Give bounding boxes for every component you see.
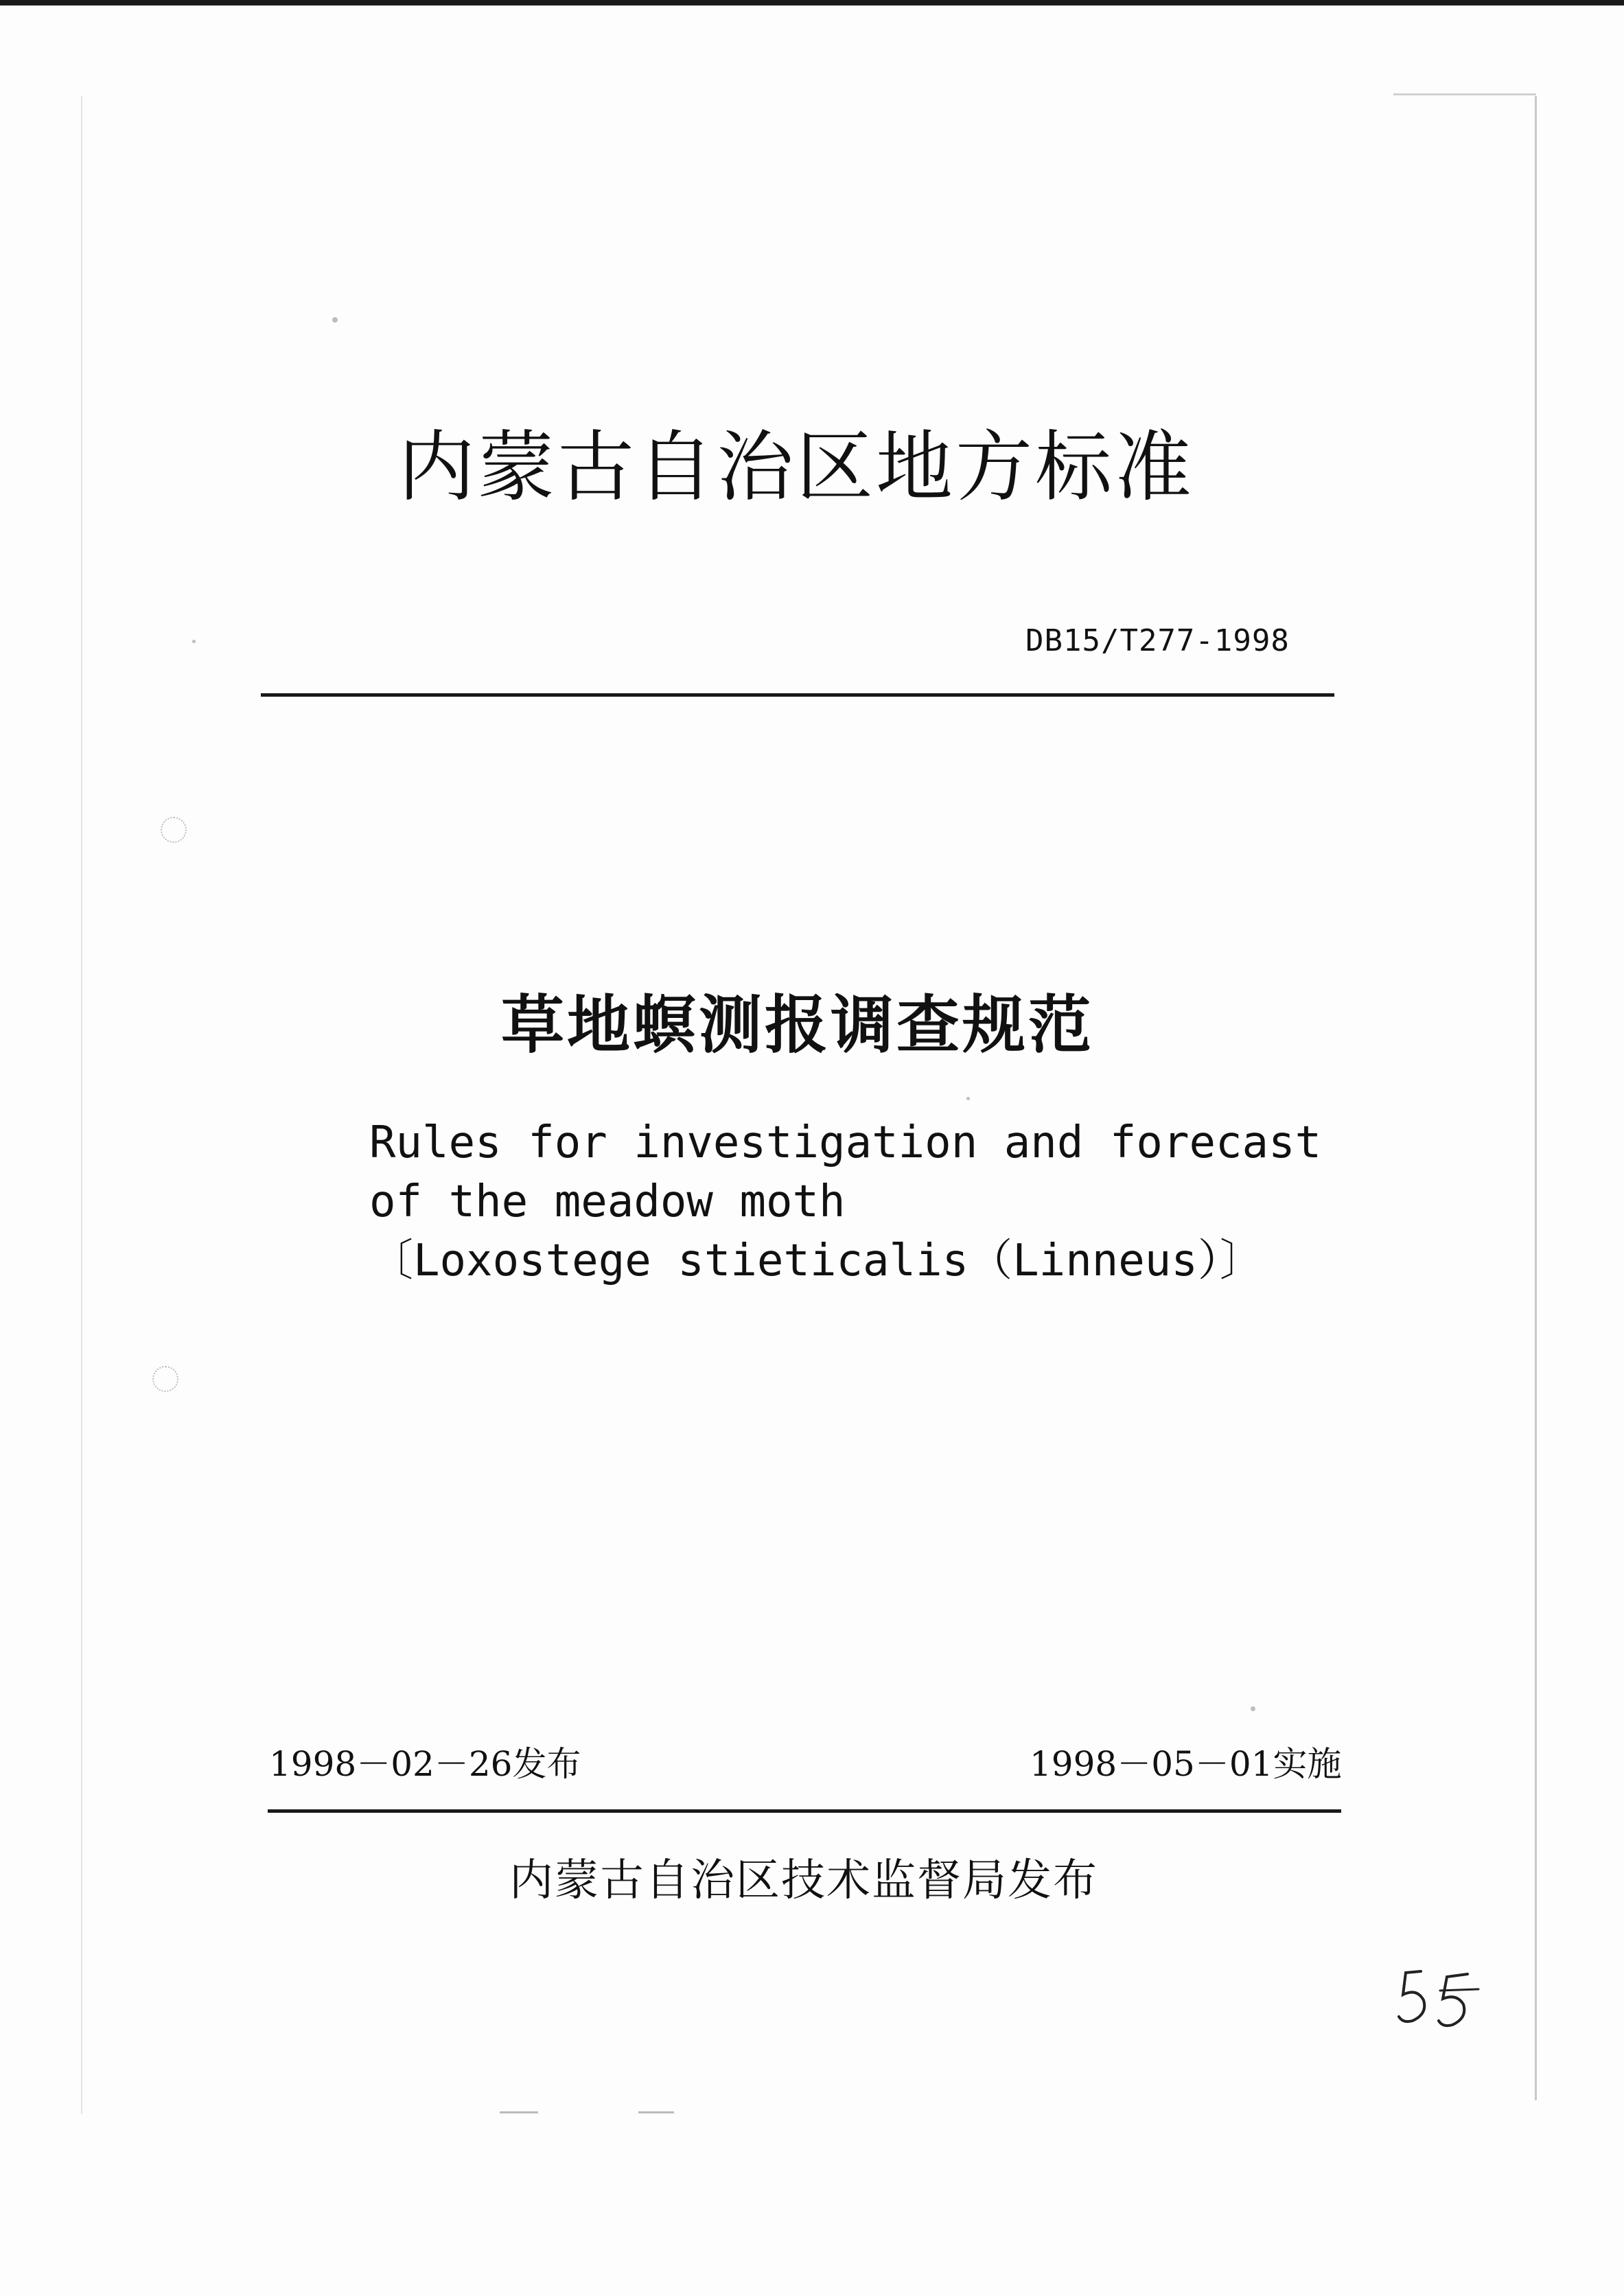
standard-number: DB15/T277-1998 bbox=[1025, 623, 1290, 658]
top-divider bbox=[261, 693, 1334, 697]
handwritten-page-number bbox=[1393, 1963, 1483, 2039]
scan-speck bbox=[192, 640, 196, 643]
scan-frame-top-line bbox=[1393, 93, 1536, 95]
english-title-line: Rules for investigation and forecast bbox=[369, 1117, 1322, 1168]
standard-category-heading: 内蒙古自治区地方标准 bbox=[398, 423, 1194, 512]
bottom-divider bbox=[268, 1809, 1341, 1813]
punch-hole-mark bbox=[161, 817, 187, 843]
implementation-date: 1998－05－01实施 bbox=[1030, 1744, 1342, 1784]
scan-speck bbox=[1251, 1706, 1255, 1711]
publisher: 内蒙古自治区技术监督局发布 bbox=[509, 1855, 1098, 1906]
scan-dash bbox=[500, 2111, 538, 2113]
scan-dash bbox=[638, 2111, 674, 2113]
scan-speck bbox=[966, 1097, 970, 1100]
document-title-english bbox=[369, 1113, 1321, 1290]
scan-top-edge bbox=[0, 0, 1624, 5]
english-title-line: 〔Loxostege stieticalis（Linneus）〕 bbox=[369, 1236, 1264, 1286]
scan-frame-right-line bbox=[1535, 96, 1537, 2100]
scan-frame-left-line bbox=[81, 96, 82, 2114]
document-title-chinese: 草地螟测报调查规范 bbox=[501, 988, 1095, 1062]
scan-speck bbox=[332, 317, 338, 323]
english-title-line: of the meadow moth bbox=[369, 1176, 846, 1227]
punch-hole-mark bbox=[152, 1366, 178, 1392]
issue-date: 1998－02－26发布 bbox=[269, 1744, 581, 1784]
